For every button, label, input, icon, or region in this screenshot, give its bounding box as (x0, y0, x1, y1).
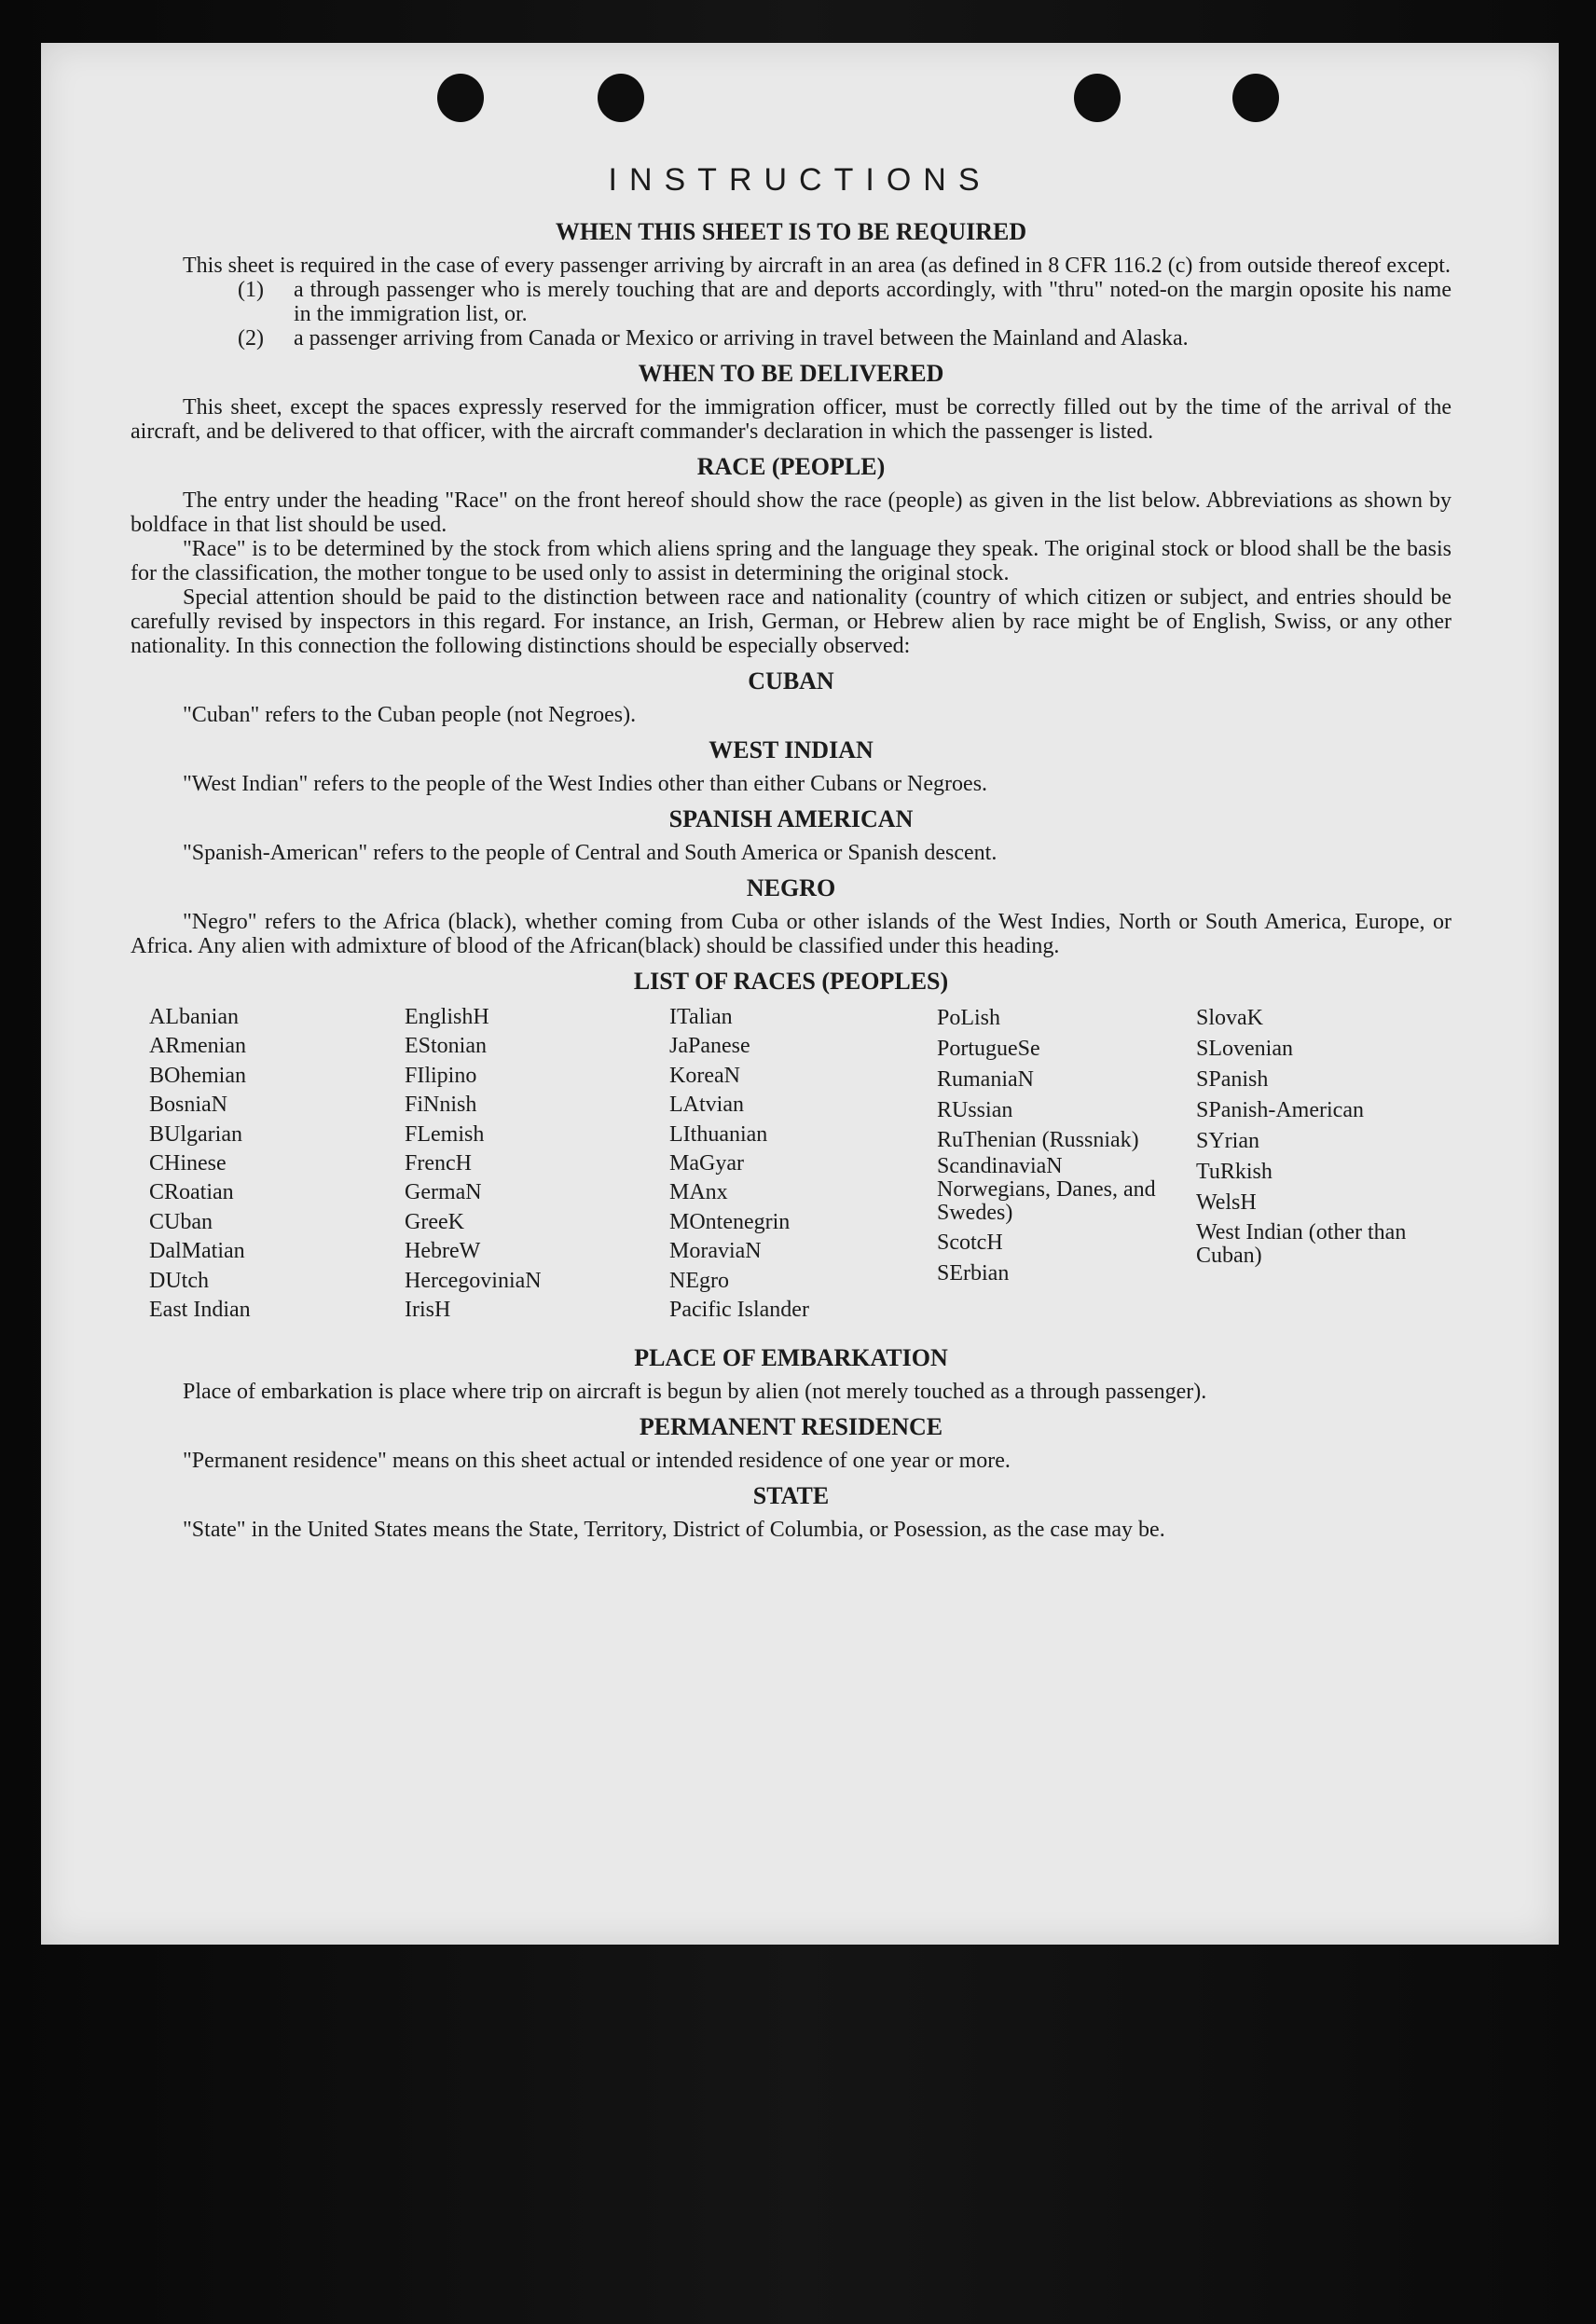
race-item: ITalian (669, 1005, 733, 1029)
race-item: SErbian (937, 1261, 1010, 1286)
race-item: ARmenian (149, 1034, 246, 1059)
race-item: RuThenian (Russniak) (937, 1128, 1139, 1152)
race-item: CUban (149, 1209, 213, 1234)
race-item: West Indian (other than Cuban) (1196, 1220, 1407, 1268)
race-item: CHinese (149, 1151, 227, 1176)
section-heading-list-of-races: LIST OF RACES (PEOPLES) (633, 968, 949, 995)
race-item: NEgro (669, 1268, 729, 1293)
required-item: (2) a passenger arriving from Canada or Mexico or arriving in travel between the Mainland and Alaska. (238, 326, 1189, 351)
section-heading-cuban: CUBAN (748, 667, 834, 694)
section-heading-west-indian: WEST INDIAN (709, 736, 874, 763)
race-item: EStonian (405, 1034, 487, 1059)
race-item: MOntenegrin (669, 1209, 791, 1234)
section-heading-required: WHEN THIS SHEET IS TO BE REQUIRED (555, 218, 1027, 245)
race-item: LAtvian (669, 1093, 744, 1118)
document-page (41, 43, 1559, 1945)
race-item: BUlgarian (149, 1121, 242, 1147)
race-item: SPanish-American (1196, 1098, 1364, 1122)
races-column (669, 1003, 809, 1325)
race-item: IrisH (405, 1298, 451, 1323)
races-list (131, 1003, 1452, 1335)
race-item: HercegoviniaN (405, 1268, 542, 1293)
residence-text: "Permanent residence" means on this sheet actual or intended residence of one year or more. (183, 1449, 1011, 1473)
instructions-body (131, 209, 1452, 1542)
race-item: DalMatian (149, 1239, 245, 1264)
race-item: SYrian (1196, 1129, 1259, 1153)
section-heading-spanish-american: SPANISH AMERICAN (668, 805, 914, 832)
race-item: EnglishH (405, 1005, 489, 1029)
section-heading-race: RACE (PEOPLE) (696, 453, 886, 480)
page-title: INSTRUCTIONS (608, 162, 992, 198)
race-item: FrencH (405, 1151, 472, 1176)
race-item: GermaN (405, 1180, 482, 1205)
race-item: WelsH (1196, 1190, 1257, 1215)
race-paragraph: Special attention should be paid to the distinction between race and nationality (country of which citizen or subject, and entries should be carefully revised by inspectors in this regard. For instance, an Irish, German, or Hebrew alien by race might be of English, Swiss, or any other nationality. In this connection the following distinctions should be especially observed: (131, 585, 1452, 658)
punch-hole (1074, 74, 1121, 122)
race-item: GreeK (405, 1209, 464, 1234)
cuban-text: "Cuban" refers to the Cuban people (not Negroes). (183, 703, 637, 727)
race-item: TuRkish (1196, 1160, 1273, 1184)
race-item: ScandinaviaN Norwegians, Danes, and Swedes) (937, 1154, 1156, 1225)
race-item: MoraviaN (669, 1239, 762, 1264)
race-item: MaGyar (669, 1151, 744, 1176)
race-item: CRoatian (149, 1180, 234, 1205)
races-column (149, 1003, 251, 1325)
required-intro: This sheet is required in the case of every passenger arriving by aircraft in an area (as defined in 8 CFR 116.2 (c) from outside thereof except. (183, 254, 1451, 278)
race-item: PoLish (937, 1006, 1001, 1030)
race-item: East Indian (149, 1298, 251, 1323)
west-indian-text: "West Indian" refers to the people of the West Indies other than either Cubans or Negroes. (183, 772, 988, 796)
section-heading-state: STATE (752, 1482, 830, 1509)
race-item: SlovaK (1196, 1006, 1263, 1030)
negro-text: "Negro" refers to the Africa (black), whether coming from Cuba or other islands of the West Indies, North or South America, Europe, or Africa. Any alien with admixture of blood of the African(black) should be classified under this heading. (131, 910, 1452, 958)
state-text: "State" in the United States means the State, Territory, District of Columbia, or Posession, as the case may be. (183, 1518, 1165, 1542)
required-item: (1) a through passenger who is merely touching that are and deports accordingly, with "thru" noted-on the margin oposite his name in the immigration list, or. (238, 278, 1452, 326)
race-item: PortugueSe (937, 1037, 1040, 1061)
races-column (405, 1003, 542, 1325)
races-column (937, 1003, 1170, 1289)
section-heading-delivered: WHEN TO BE DELIVERED (638, 360, 944, 387)
section-heading-negro: NEGRO (746, 874, 836, 901)
races-column (1196, 1003, 1438, 1271)
race-item: DUtch (149, 1268, 209, 1293)
race-item: HebreW (405, 1239, 481, 1264)
race-item: JaPanese (669, 1034, 750, 1059)
race-item: BosniaN (149, 1093, 227, 1118)
punch-hole (437, 74, 484, 122)
punch-hole (598, 74, 644, 122)
race-item: RUssian (937, 1098, 1013, 1122)
delivered-text: This sheet, except the spaces expressly reserved for the immigration officer, must be correctly filled out by the time of the arrival of the aircraft, and be delivered to that officer, with the aircraft commander's declaration in which the passenger is listed. (131, 395, 1452, 444)
race-item: SLovenian (1196, 1037, 1293, 1061)
race-item: Pacific Islander (669, 1298, 809, 1323)
race-item: BOhemian (149, 1063, 246, 1088)
race-item: MAnx (669, 1180, 728, 1205)
embarkation-text: Place of embarkation is place where trip on aircraft is begun by alien (not merely touched as a through passenger). (183, 1380, 1207, 1404)
race-item: FLemish (405, 1121, 485, 1147)
race-item: ScotcH (937, 1231, 1003, 1255)
spanish-american-text: "Spanish-American" refers to the people of Central and South America or Spanish descent. (183, 841, 998, 865)
race-item: KoreaN (669, 1063, 740, 1088)
punch-hole (1232, 74, 1279, 122)
section-heading-residence: PERMANENT RESIDENCE (639, 1413, 943, 1440)
race-item: ALbanian (149, 1005, 239, 1029)
race-item: FIlipino (405, 1063, 477, 1088)
race-item: LIthuanian (669, 1121, 768, 1147)
race-item: SPanish (1196, 1067, 1269, 1092)
race-paragraph: "Race" is to be determined by the stock from which aliens spring and the language they speak. The original stock or blood shall be the basis for the classification, the mother tongue to be used only to assist in determining the original stock. (131, 537, 1452, 585)
race-item: RumaniaN (937, 1067, 1034, 1092)
race-paragraph: The entry under the heading "Race" on the front hereof should show the race (people) as given in the list below. Abbreviations as shown by boldface in that list should be used. (131, 488, 1452, 537)
section-heading-embarkation: PLACE OF EMBARKATION (634, 1344, 948, 1371)
race-item: FiNnish (405, 1093, 477, 1118)
